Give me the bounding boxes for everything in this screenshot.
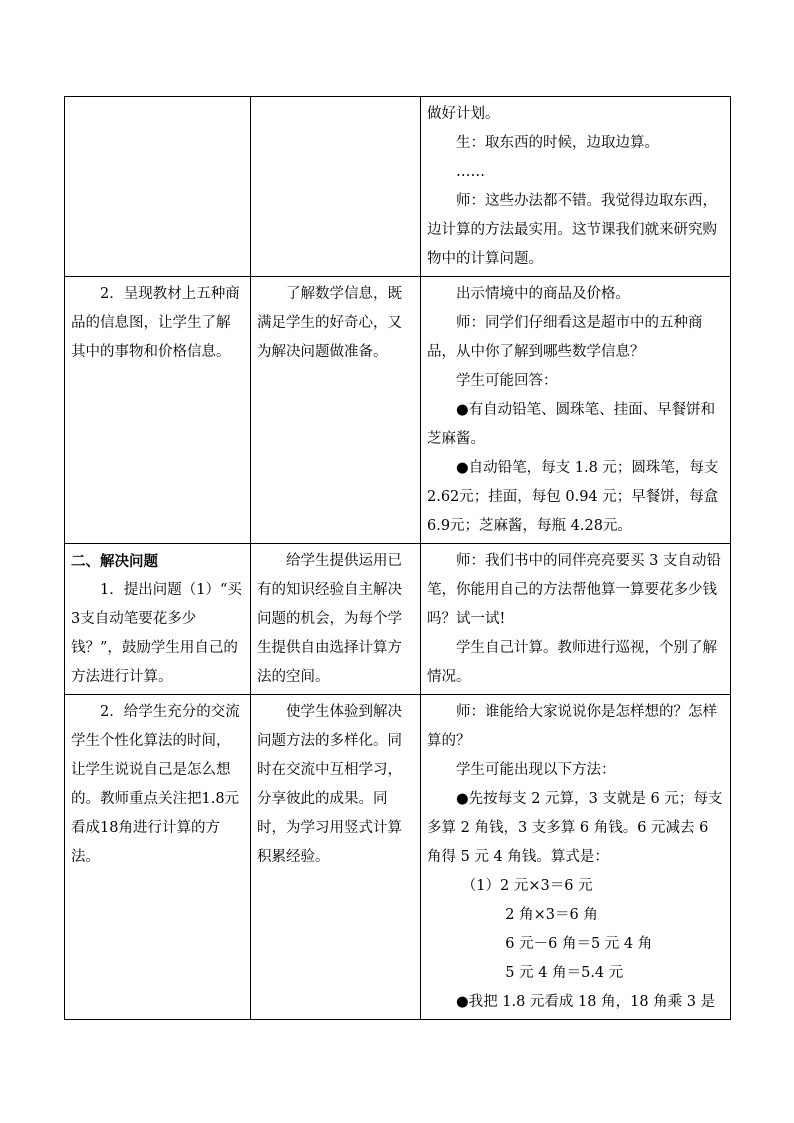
equation-line: 6 元－6 角＝5 元 4 角: [505, 936, 653, 952]
activity-text: 师：这些办法都不错。我觉得边取东西，边计算的方法最实用。这节课我们就来研究购物中的计算问题。: [427, 193, 717, 267]
intent-text: 使学生体验到解决问题方法的多样化。同时在交流中互相学习，分享彼此的成果。同时，为学习用竖式计算积累经验。: [257, 704, 402, 865]
equation-line: （1）2 元×3＝6 元: [461, 878, 593, 894]
process-text: 2．给学生充分的交流学生个性化算法的时间，让学生说说自己是怎么想的。教师重点关注把1.8元看成18角进行计算的方法。: [71, 704, 240, 865]
process-cell: [65, 277, 251, 544]
activity-text: ●我把 1.8 元看成 18 角，18 角乘 3 是: [456, 994, 716, 1010]
activity-text: 做好计划。: [427, 106, 500, 122]
intent-text: 了解数学信息，既满足学生的好奇心，又为解决问题做准备。: [257, 286, 402, 360]
activity-text: ●自动铅笔，每支 1.8 元；圆珠笔，每支 2.62元；挂面，每包 0.94 元；早餐饼，每盒 6.9元；芝麻酱，每瓶 4.28元。: [427, 460, 719, 534]
activity-text: 师：谁能给大家说说你是怎样想的？怎样算的？: [427, 704, 717, 749]
activity-text: ●有自动铅笔、圆珠笔、挂面、早餐饼和芝麻酱。: [427, 402, 716, 447]
activity-text: 学生自己计算。教师进行巡视，个别了解情况。: [427, 640, 717, 685]
activity-text: ●先按每支 2 元算，3 支就是 6 元；每支多算 2 角钱，3 支多算 6 角钱。6 元减去 6 角得 5 元 4 角钱。算式是：: [427, 791, 723, 865]
activity-text: ……: [456, 164, 485, 180]
activity-cell: [421, 277, 731, 544]
intent-text: 给学生提供运用已有的知识经验自主解决问题的机会，为每个学生提供自由选择计算方法的空间。: [257, 553, 402, 685]
lesson-plan-table: [64, 96, 731, 1020]
activity-text: 学生可能回答：: [456, 373, 558, 389]
equation-line: 2 角×3＝6 角: [505, 907, 598, 923]
activity-text: 学生可能出现以下方法：: [456, 762, 616, 778]
intent-cell: [251, 695, 421, 1020]
intent-cell: [251, 97, 421, 277]
table-row: [65, 695, 731, 1020]
table-row: [65, 97, 731, 277]
activity-text: 师：同学们仔细看这是超市中的五种商品，从中你了解到哪些数学信息？: [427, 315, 703, 360]
activity-text: 师：我们书中的同伴亮亮要买 3 支自动铅笔，你能用自己的方法帮他算一算要花多少钱吗？试一试!: [427, 553, 721, 627]
process-cell: [65, 695, 251, 1020]
process-text: 2．呈现教材上五种商品的信息图，让学生了解其中的事物和价格信息。: [71, 286, 240, 360]
intent-cell: [251, 544, 421, 695]
table-row: [65, 544, 731, 695]
table-row: [65, 277, 731, 544]
intent-cell: [251, 277, 421, 544]
process-text: 1．提出问题（1）“买3支自动笔要花多少钱？”，鼓励学生用自己的方法进行计算。: [71, 582, 242, 685]
activity-text: 出示情境中的商品及价格。: [456, 286, 630, 302]
section-heading: 二、解决问题: [71, 553, 158, 570]
equation-line: 5 元 4 角＝5.4 元: [505, 965, 624, 981]
process-cell: [65, 97, 251, 277]
activity-cell: [421, 695, 731, 1020]
activity-cell: [421, 97, 731, 277]
activity-cell: [421, 544, 731, 695]
activity-text: 生：取东西的时候，边取边算。: [456, 135, 659, 151]
process-cell: [65, 544, 251, 695]
